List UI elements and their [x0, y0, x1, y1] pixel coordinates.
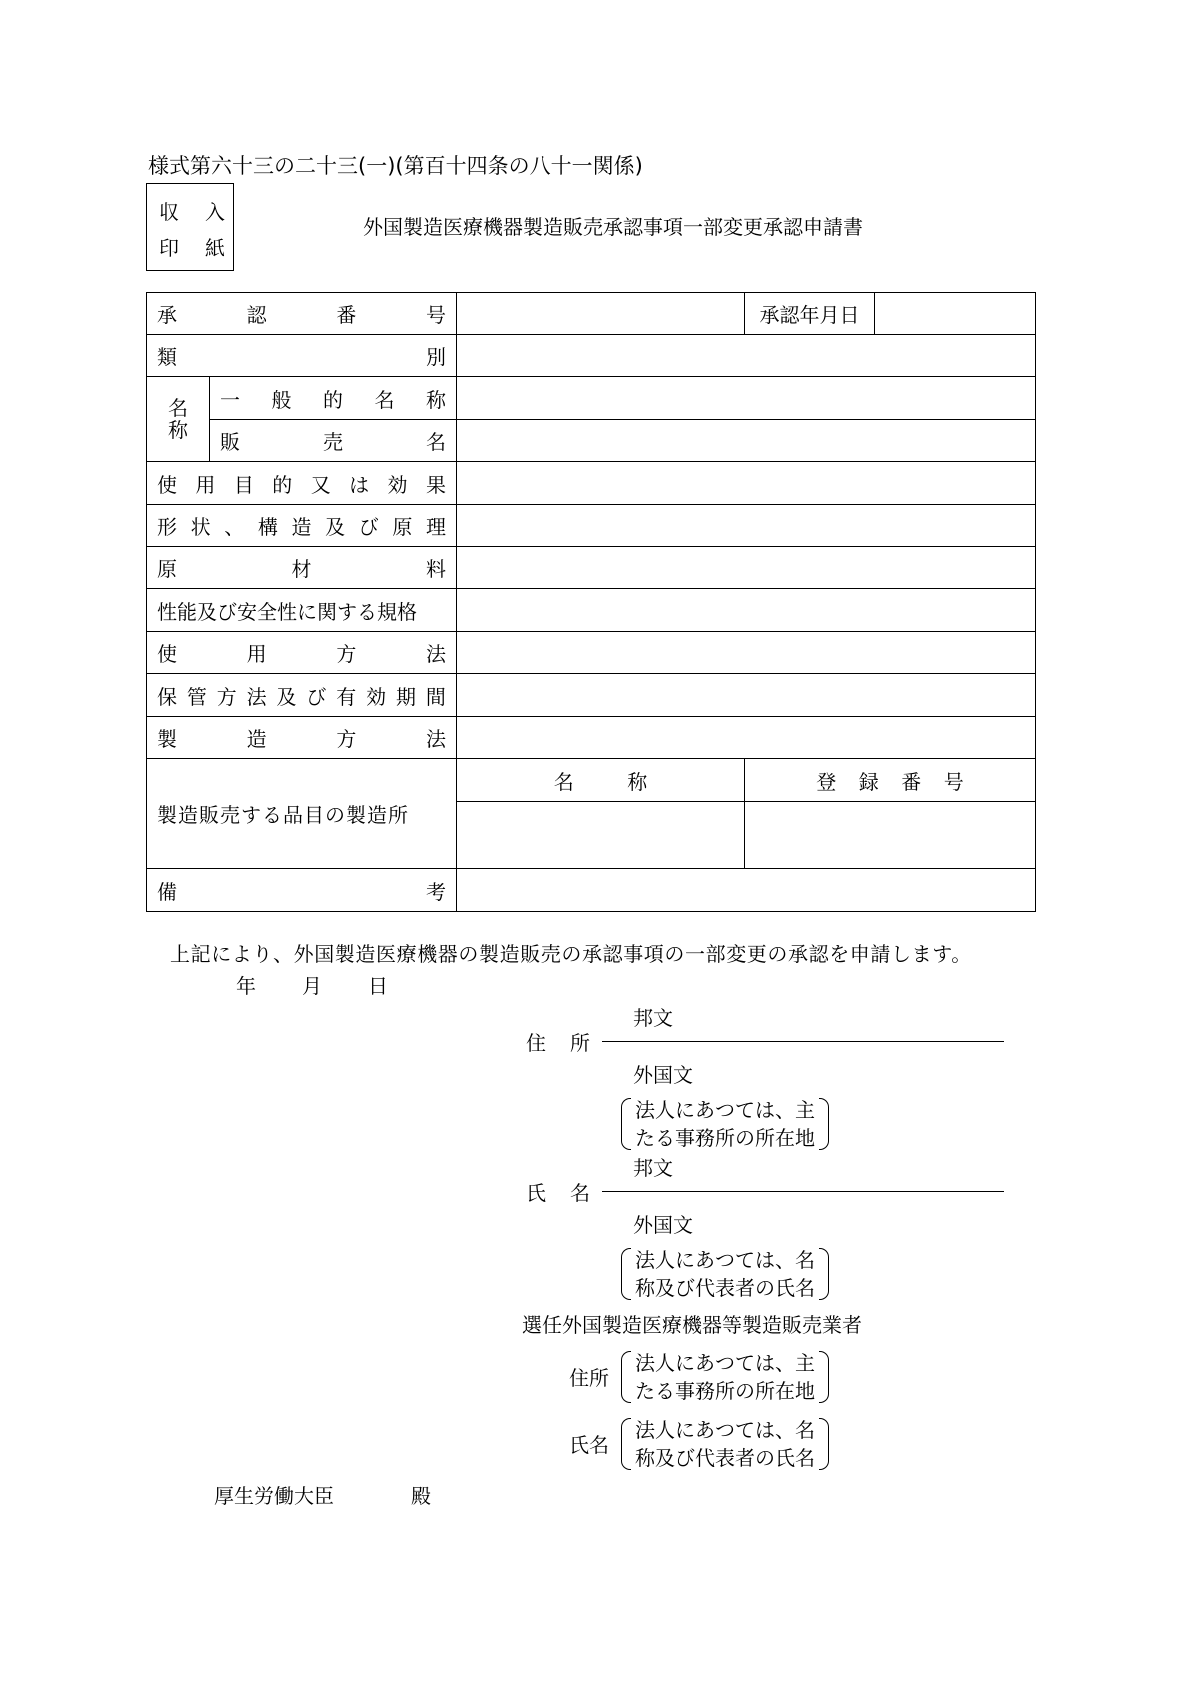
- label-char: 管: [186, 684, 207, 709]
- row-sales-name: [147, 420, 1036, 462]
- label-char: 方: [336, 642, 357, 666]
- label-char: 効: [387, 472, 408, 497]
- site-name-header: [457, 759, 745, 802]
- name-group-label: [147, 377, 210, 462]
- label-char: 称: [426, 387, 446, 412]
- row-category: [147, 335, 1036, 377]
- general-name-field[interactable]: [457, 377, 1036, 420]
- usage-field[interactable]: [457, 632, 1036, 674]
- storage-field[interactable]: [457, 674, 1036, 717]
- label-char: 法: [246, 684, 267, 709]
- name-group-char: 称: [168, 418, 188, 442]
- agent-name-note-line: 称及び代表者の氏名: [635, 1446, 815, 1470]
- manufacturing-field[interactable]: [457, 717, 1036, 759]
- agent-name-label: 氏名: [569, 1433, 609, 1457]
- address-note-line: 法人にあつては、主: [635, 1098, 815, 1122]
- approval-date-field[interactable]: [875, 293, 1036, 335]
- label-char: 料: [426, 557, 446, 581]
- address-underline[interactable]: [602, 1041, 1004, 1042]
- label-char: 備: [157, 879, 177, 904]
- stamp-char: 収: [159, 200, 179, 224]
- address-japanese-label: 邦文: [633, 1006, 673, 1030]
- approval-date-label: 承認年月日: [745, 293, 875, 335]
- material-field[interactable]: [457, 547, 1036, 589]
- label-char: 使: [157, 642, 177, 666]
- label-char: 製: [157, 727, 177, 751]
- category-label: [147, 335, 457, 377]
- label-char: 登: [816, 769, 837, 794]
- category-field[interactable]: [457, 335, 1036, 377]
- row-purpose: [147, 462, 1036, 505]
- label-char: 法: [425, 727, 446, 751]
- purpose-label: [147, 462, 457, 505]
- row-storage: [147, 674, 1036, 717]
- label-char: 販: [220, 430, 240, 454]
- label-char: 的: [272, 472, 293, 497]
- shape-field[interactable]: [457, 505, 1036, 547]
- label-char: 原: [157, 557, 177, 581]
- label-char: 用: [246, 642, 267, 666]
- label-char: 果: [425, 472, 446, 497]
- stamp-char: 紙: [205, 236, 225, 260]
- name-note: [621, 1246, 829, 1302]
- date-month: 月: [302, 974, 322, 998]
- row-general-name: [147, 377, 1036, 420]
- agent-address-note-line: たる事務所の所在地: [635, 1379, 815, 1403]
- manufacturing-label: [147, 717, 457, 759]
- label-char: 的: [323, 387, 343, 412]
- agent-title: 選任外国製造医療機器等製造販売業者: [522, 1313, 862, 1337]
- label-char: 及: [276, 684, 297, 709]
- row-manufacturing: [147, 717, 1036, 759]
- application-table: [146, 292, 1036, 912]
- declaration-text: 上記により、外国製造医療機器の製造販売の承認事項の一部変更の承認を申請します。: [170, 942, 972, 966]
- sites-text: 製造販売する品目の製造所: [157, 803, 409, 827]
- stamp-char: 入: [205, 200, 225, 224]
- sites-label: [147, 759, 457, 869]
- material-label: [147, 547, 457, 589]
- label-char: 称: [627, 769, 648, 794]
- label-char: 使: [157, 472, 177, 497]
- name-note-line: 称及び代表者の氏名: [635, 1276, 815, 1300]
- name-label-1: 氏: [526, 1181, 546, 1205]
- label-char: 理: [426, 515, 446, 539]
- name-note-line: 法人にあつては、名: [635, 1248, 815, 1272]
- agent-address-note-line: 法人にあつては、主: [635, 1351, 815, 1375]
- label-char: 状: [190, 515, 211, 539]
- address-label-1: 住: [526, 1031, 546, 1055]
- form-number: 様式第六十三の二十三(一)(第百十四条の八十一関係): [148, 154, 643, 178]
- label-char: 法: [425, 642, 446, 666]
- label-char: 又: [310, 472, 331, 497]
- remarks-label: [147, 869, 457, 912]
- shape-label: [147, 505, 457, 547]
- label-char: 認: [246, 303, 267, 327]
- name-japanese-label: 邦文: [633, 1156, 673, 1180]
- site-registration-field[interactable]: [745, 802, 1036, 869]
- label-char: 方: [336, 727, 357, 751]
- label-char: 売: [323, 430, 343, 454]
- name-foreign-label: 外国文: [633, 1213, 693, 1237]
- label-char: 方: [216, 684, 237, 709]
- label-char: 有: [336, 684, 357, 709]
- addressee-minister: 厚生労働大臣: [214, 1484, 334, 1508]
- label-char: 考: [426, 879, 446, 904]
- row-material: [147, 547, 1036, 589]
- label-char: 別: [426, 345, 446, 369]
- row-sites-header: [147, 759, 1036, 802]
- label-char: 材: [291, 557, 312, 581]
- label-char: 番: [336, 303, 357, 327]
- address-foreign-label: 外国文: [633, 1063, 693, 1087]
- label-char: 造: [246, 727, 267, 751]
- date-year: 年: [236, 974, 256, 998]
- row-performance: [147, 589, 1036, 632]
- label-char: 名: [553, 769, 574, 794]
- label-char: 号: [943, 769, 964, 794]
- label-char: 目: [233, 472, 254, 497]
- label-char: 間: [425, 684, 446, 709]
- label-char: 般: [271, 387, 292, 412]
- name-label-2: 名: [570, 1181, 590, 1205]
- performance-field[interactable]: [457, 589, 1036, 632]
- label-char: 承: [157, 303, 177, 327]
- label-char: 名: [426, 430, 446, 454]
- name-group-char: 名: [168, 396, 188, 420]
- purpose-field[interactable]: [457, 462, 1036, 505]
- label-char: は: [349, 472, 370, 497]
- label-char: 原: [392, 515, 413, 539]
- performance-label: [147, 589, 457, 632]
- row-shape: [147, 505, 1036, 547]
- agent-address-note: [621, 1349, 829, 1405]
- label-char: び: [306, 684, 327, 709]
- storage-label: [147, 674, 457, 717]
- general-name-label: [210, 377, 457, 420]
- label-char: び: [358, 515, 379, 539]
- date-day: 日: [368, 974, 388, 998]
- agent-name-note-line: 法人にあつては、名: [635, 1418, 815, 1442]
- label-char: 造: [291, 515, 312, 539]
- label-char: 、: [224, 515, 245, 539]
- label-char: 名: [374, 387, 395, 412]
- approval-number-field[interactable]: [457, 293, 745, 335]
- sales-name-field[interactable]: [457, 420, 1036, 462]
- address-note: [621, 1096, 829, 1152]
- label-char: 号: [425, 303, 446, 327]
- performance-text: 性能及び安全性に関する規格: [157, 599, 417, 624]
- row-remarks: [147, 869, 1036, 912]
- address-label-2: 所: [570, 1031, 590, 1055]
- sales-name-label: [210, 420, 457, 462]
- name-underline[interactable]: [602, 1191, 1004, 1192]
- label-char: 期: [396, 684, 416, 709]
- addressee-honorific: 殿: [411, 1484, 431, 1508]
- agent-address-label: 住所: [569, 1366, 609, 1390]
- label-char: 番: [901, 769, 922, 794]
- label-char: 及: [325, 515, 346, 539]
- form-title: 外国製造医療機器製造販売承認事項一部変更承認申請書: [363, 215, 863, 239]
- approval-number-label: [147, 293, 457, 335]
- site-name-field[interactable]: [457, 802, 745, 869]
- label-char: 類: [157, 345, 177, 369]
- row-approval-number: [147, 293, 1036, 335]
- site-registration-header: [745, 759, 1036, 802]
- label-char: 一: [220, 387, 240, 412]
- label-char: 保: [157, 684, 177, 709]
- agent-name-note: [621, 1416, 829, 1472]
- label-char: 用: [195, 472, 216, 497]
- stamp-char: 印: [159, 236, 179, 260]
- label-char: 効: [366, 684, 387, 709]
- usage-label: [147, 632, 457, 674]
- label-char: 構: [257, 515, 278, 539]
- address-note-line: たる事務所の所在地: [635, 1126, 815, 1150]
- label-char: 形: [157, 515, 177, 539]
- remarks-field[interactable]: [457, 869, 1036, 912]
- row-usage: [147, 632, 1036, 674]
- revenue-stamp-box: [146, 183, 234, 271]
- label-char: 録: [858, 769, 879, 794]
